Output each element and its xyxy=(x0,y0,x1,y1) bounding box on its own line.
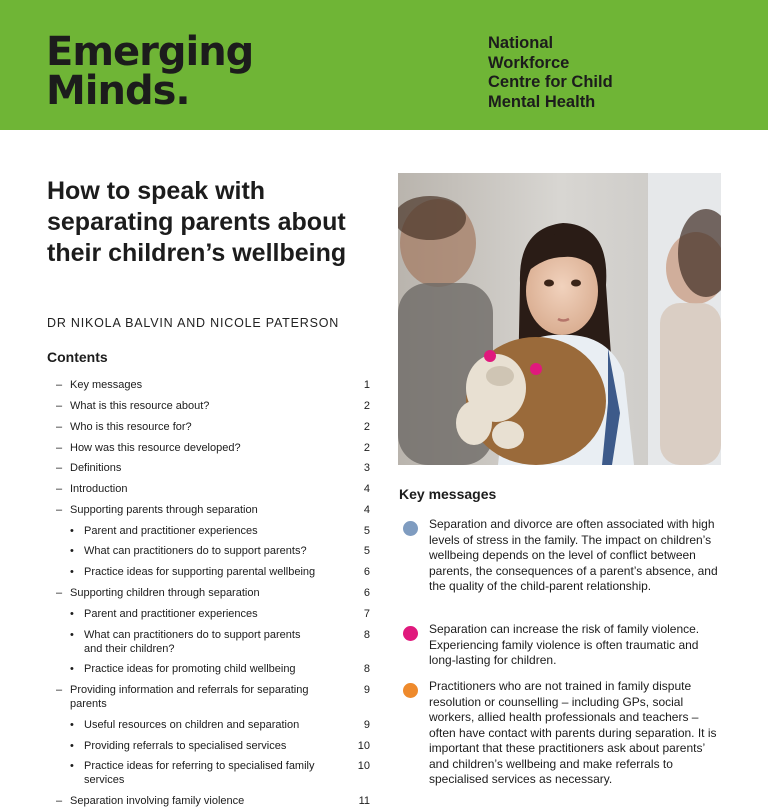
toc-item-label: Supporting parents through separation xyxy=(70,504,258,516)
toc-item-page: 5 xyxy=(363,545,370,557)
key-message-text: Separation can increase the risk of family violence. Experiencing family violence is often traumatic and long-lasting for children. xyxy=(429,622,700,667)
toc-item-label: What can practitioners do to support parents and their children? xyxy=(84,629,301,655)
toc-item-page: 8 xyxy=(363,663,370,675)
bullet-icon: • xyxy=(70,760,74,772)
toc-item-label: Parent and practitioner experiences xyxy=(84,525,258,537)
bullet-icon: • xyxy=(70,719,74,731)
organisation-line-1: National xyxy=(488,34,554,52)
toc-item-label: Introduction xyxy=(70,483,128,495)
toc-item-label: Practice ideas for promoting child wellbeing xyxy=(84,663,296,675)
toc-item-label: Practice ideas for referring to specialised family services xyxy=(84,760,315,786)
toc-item-label: Key messages xyxy=(70,379,143,391)
toc-item-page: 7 xyxy=(363,608,370,620)
dash-icon: – xyxy=(56,684,63,696)
toc-item-page: 2 xyxy=(363,442,370,454)
toc-item-page: 9 xyxy=(363,719,370,731)
contents-heading: Contents xyxy=(47,349,108,365)
toc-item-label: Definitions xyxy=(70,462,122,474)
cover-photo xyxy=(398,173,721,465)
toc-item-page: 10 xyxy=(357,760,370,772)
toc-item-page: 11 xyxy=(358,795,370,807)
toc-item-label: What is this resource about? xyxy=(70,400,210,412)
bullet-dot-icon xyxy=(403,683,418,698)
bullet-icon: • xyxy=(70,740,74,752)
organisation-line-2: Workforce xyxy=(488,53,570,72)
dash-icon: – xyxy=(56,462,63,474)
document-title: How to speak with separating parents about their children’s wellbeing xyxy=(47,177,347,267)
toc-item-page: 6 xyxy=(363,587,370,599)
bullet-dot-icon xyxy=(403,521,418,536)
toc-item-label: Parent and practitioner experiences xyxy=(84,608,258,620)
bullet-icon: • xyxy=(70,608,74,620)
child-with-toy-illustration xyxy=(398,173,721,465)
toc-item-label: Practice ideas for supporting parental wellbeing xyxy=(84,566,316,578)
bullet-icon: • xyxy=(70,663,74,675)
key-messages-heading: Key messages xyxy=(399,486,497,502)
dash-icon: – xyxy=(56,400,63,412)
toc-item-label: Who is this resource for? xyxy=(70,421,192,433)
toc-item-page: 4 xyxy=(363,483,370,495)
toc-item-label: Providing referrals to specialised services xyxy=(84,740,287,752)
dash-icon: – xyxy=(56,421,63,433)
logo-line-1: Emerging xyxy=(46,29,254,75)
bullet-icon: • xyxy=(70,566,74,578)
toc-item-page: 10 xyxy=(357,740,370,752)
dash-icon: – xyxy=(56,379,63,391)
authors: DR NIKOLA BALVIN AND NICOLE PATERSON xyxy=(47,316,340,330)
dash-icon: – xyxy=(56,483,63,495)
key-message-text: Practitioners who are not trained in family dispute resolution or counselling – including GPs, social workers, allied health professionals and teachers – often have contact with parents during separation. It is important that these practitioners ask about parents’ and children’s wellbeing and make referrals to specialised services as necessary. xyxy=(429,679,717,786)
dash-icon: – xyxy=(56,442,63,454)
toc-item-label: How was this resource developed? xyxy=(70,442,241,454)
emerging-minds-logo xyxy=(46,29,254,114)
toc-item-page: 9 xyxy=(363,684,370,696)
toc-item-label: What can practitioners do to support parents? xyxy=(84,545,307,557)
organisation-name xyxy=(488,34,613,112)
toc-item-label: Separation involving family violence xyxy=(70,795,245,807)
organisation-line-3: Centre for Child xyxy=(488,73,613,91)
toc-item-label: Supporting children through separation xyxy=(70,587,260,599)
key-message-text: Separation and divorce are often associated with high levels of stress in the family. The impact on children’s wellbeing depends on the level of conflict between parents, the consequences of a parent’s absence, and the quality of the child-parent relationship. xyxy=(429,517,718,593)
dash-icon: – xyxy=(56,504,63,516)
toc-item-page: 2 xyxy=(363,421,370,433)
toc-item-page: 4 xyxy=(363,504,370,516)
dash-icon: – xyxy=(56,587,63,599)
bullet-icon: • xyxy=(70,629,74,641)
dash-icon: – xyxy=(56,795,63,807)
bullet-dot-icon xyxy=(403,626,418,641)
toc-item-label: Useful resources on children and separation xyxy=(84,719,300,731)
toc-item-label: Providing information and referrals for separating parents xyxy=(70,684,309,710)
toc-item-page: 5 xyxy=(363,525,370,537)
organisation-line-4: Mental Health xyxy=(488,92,596,111)
header-banner xyxy=(0,0,768,130)
toc-item-page: 6 xyxy=(363,566,370,578)
bullet-icon: • xyxy=(70,525,74,537)
toc-item-page: 1 xyxy=(363,379,370,391)
toc-item-page: 2 xyxy=(363,400,370,412)
toc-item-page: 8 xyxy=(363,629,370,641)
toc-item-page: 3 xyxy=(363,462,370,474)
bullet-icon: • xyxy=(70,545,74,557)
logo-line-2: Minds. xyxy=(46,68,190,114)
